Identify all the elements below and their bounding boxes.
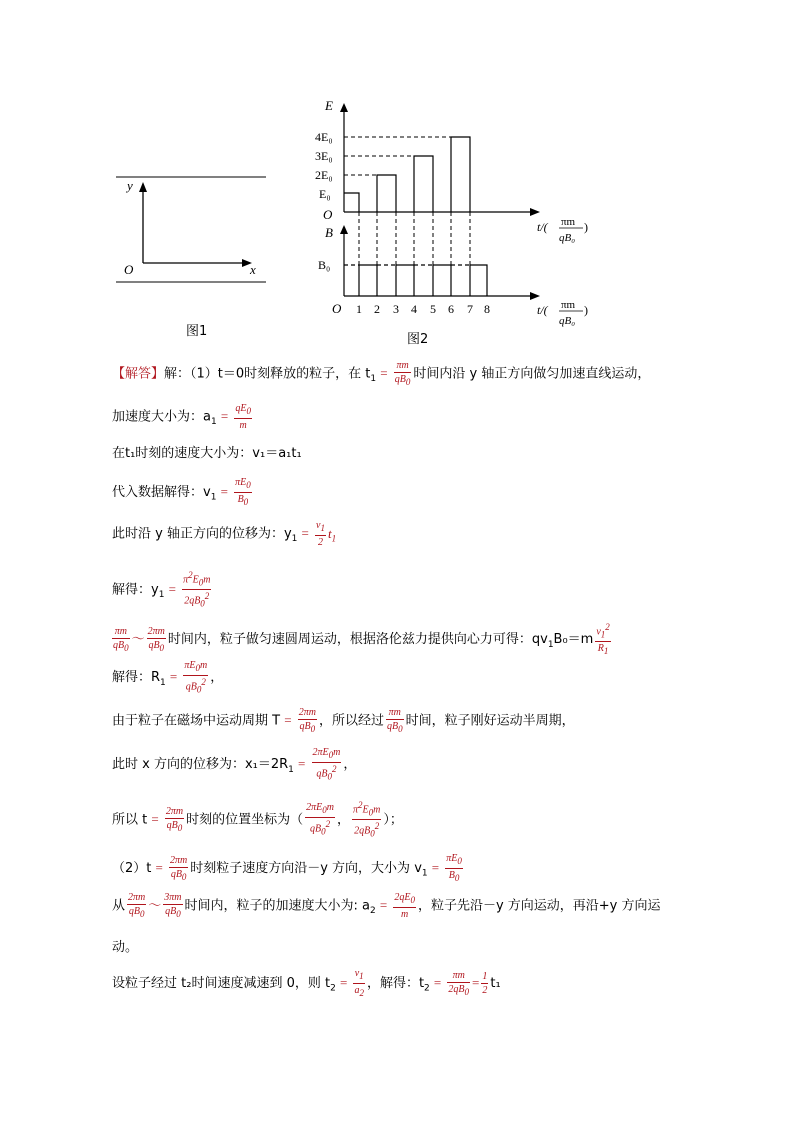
solution-line-7: $\frac{\pi m}{qB_0}$ ～ $\frac{2\pi m}{qB_0}$ 时间内，粒子做匀速圆周运动，根据洛伦兹力提供向心力可得：$qv_1B_0=m$ $\frac{v_1^2}{R_1}$ [113, 622, 610, 657]
b-level-label: B₀ [318, 258, 331, 272]
figure-2 [305, 95, 605, 340]
solution-line-10: 此时 x 方向的位移为：$x_1=2R_1$ = $\frac{2\pi E_0m}{qB_0^2}$ ， [112, 747, 357, 782]
t-tick-6: 6 [448, 302, 454, 316]
e-level-3: 3E₀ [315, 149, 333, 163]
figure-1-diagram [112, 168, 272, 318]
figure-1 [112, 168, 272, 318]
svg-text:πm: πm [561, 216, 576, 228]
solution-line-14: 动。 [112, 940, 139, 955]
b-pulses [344, 265, 487, 296]
t-tick-7: 7 [467, 302, 473, 316]
t-tick-5: 5 [430, 302, 436, 316]
e-pulses [344, 137, 470, 212]
solution-line-2: 加速度大小为：$a_1$ = $\frac{qE_0}{m}$ [112, 403, 251, 431]
e-axis-label: E [325, 98, 333, 113]
fig1-y-label: y [127, 178, 133, 193]
t-tick-8: 8 [484, 302, 490, 316]
svg-text:πm: πm [561, 299, 576, 311]
figure-1-caption: 图1 [186, 324, 208, 339]
e-level-2: 2E₀ [315, 168, 333, 182]
e-origin-label: O [323, 207, 333, 222]
b-origin-label: O [332, 301, 342, 316]
solution-line-8: 解得：$R_1$ = $\frac{\pi E_0m}{qB_0^2}$ ， [112, 660, 224, 695]
svg-text:qB₀: qB₀ [559, 232, 576, 244]
svg-text:t/(: t/( [537, 220, 548, 234]
solution-line-4: 代入数据解得：$v_1$ = $\frac{\pi E_0}{B_0}$ [112, 477, 251, 507]
t-tick-3: 3 [393, 302, 399, 316]
e-level-1: E₀ [319, 187, 331, 201]
solution-tag: 【解答】 [112, 366, 165, 382]
t-unit-upper [537, 216, 588, 244]
solution-line-3: 在t₁时刻的速度大小为：v₁＝a₁t₁ [112, 446, 302, 461]
t-tick-1: 1 [356, 302, 362, 316]
fig1-origin-label: O [124, 262, 134, 277]
svg-text:): ) [584, 220, 588, 234]
solution-line-12: （2）t = $\frac{2\pi m}{qB_0}$ 时刻粒子速度方向沿－y 方向，大小为 $v_1$ = $\frac{\pi E_0}{B_0}$ [112, 853, 462, 883]
figure-2-diagram [305, 95, 605, 340]
fig1-x-label: x [250, 262, 256, 277]
solution-line-13: 从 $\frac{2\pi m}{qB_0}$ ～ $\frac{3\pi m}{qB_0}$ 时间内，粒子的加速度大小为: $a_2$ = $\frac{2qE_0}{m}$ ，粒子先沿－y 方向运动，再沿+y 方向运 [112, 892, 661, 920]
solution-line-1: 【解答】解：（1）t＝0时刻释放的粒子，在 $t_1$ = $\frac{\pi m}{qB_0}$ 时间内沿 y 轴正方向做匀加速直线运动， [112, 360, 651, 387]
t-tick-2: 2 [374, 302, 380, 316]
t-unit-lower [537, 299, 588, 327]
b-axis-label: B [325, 225, 333, 240]
svg-text:): ) [584, 303, 588, 317]
svg-text:qB₀: qB₀ [559, 315, 576, 327]
svg-text:t/(: t/( [537, 303, 548, 317]
solution-line-15: 设粒子经过 t₂时间速度减速到 0，则 $t_2$ = $\frac{v_1}{a_2}$ ，解得：$t_2$ = $\frac{\pi m}{2qB_0}$ = $\frac{1}{2}$ t₁ [112, 968, 501, 998]
e-level-4: 4E₀ [315, 130, 333, 144]
solution-line-5: 此时沿 y 轴正方向的位移为：$y_1$ = $\frac{v_1}{2}$ $t_1$ [112, 520, 337, 548]
solution-line-6: 解得：$y_1$ = $\frac{\pi^2E_0m}{2qB_0^2}$ [112, 570, 211, 609]
solution-line-11: 所以 t = $\frac{2\pi m}{qB_0}$ 时刻的位置坐标为（ $\frac{2\pi E_0m}{qB_0^2}$ ， $\frac{\pi^2E_0m}{2qB_0^2}$ ）； [112, 800, 403, 839]
figure-2-caption: 图2 [407, 332, 429, 347]
t-tick-4: 4 [411, 302, 417, 316]
solution-line-9: 由于粒子在磁场中运动周期 T = $\frac{2\pi m}{qB_0}$ ，所以经过 $\frac{\pi m}{qB_0}$ 时间，粒子刚好运动半周期， [112, 707, 575, 734]
